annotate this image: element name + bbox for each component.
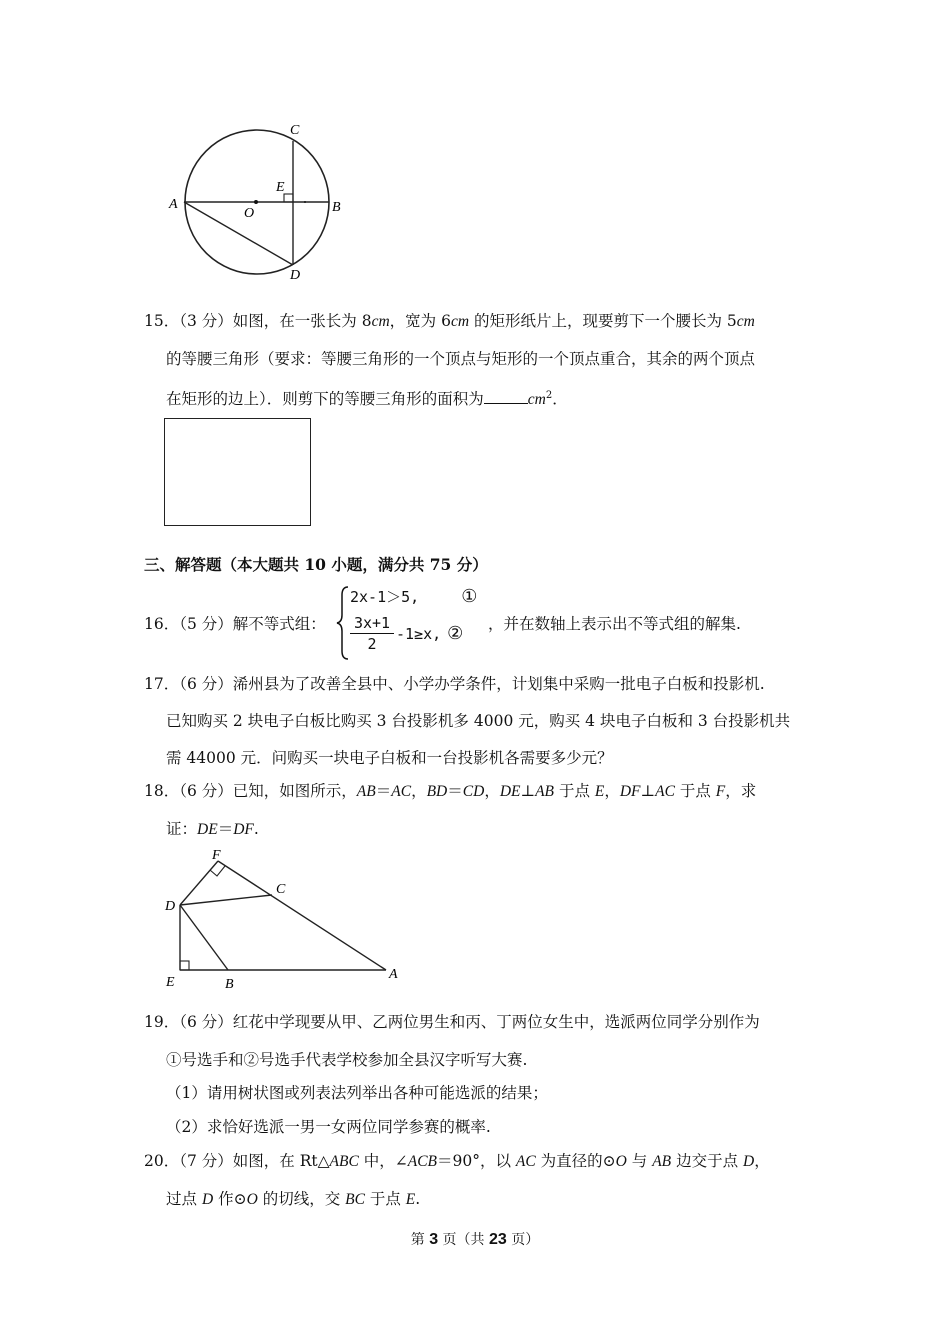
q15-line3: 在矩形的边上）．则剪下的等腰三角形的面积为 $cm^2$．: [166, 390, 568, 409]
label-o: O: [244, 206, 255, 221]
answer-blank[interactable]: [484, 389, 528, 404]
q16-suffix: ，并在数轴上表示出不等式组的解集.: [488, 615, 741, 633]
page-footer: 第 3 页（共 23 页）: [410, 1231, 540, 1248]
label-f: F: [212, 848, 221, 863]
denominator: 2: [367, 635, 377, 653]
label-d: D: [165, 899, 176, 914]
q18-line2: 证：DE＝DF.: [166, 820, 259, 838]
triangle-figure: [158, 845, 408, 995]
page-total: 23: [489, 1231, 507, 1248]
q19-line2: ①号选手和②号选手代表学校参加全县汉字听写大赛.: [166, 1051, 528, 1069]
q19-sub2: （2）求恰好选派一男一女两位同学参赛的概率.: [166, 1118, 491, 1136]
q15-line2: 的等腰三角形（要求：等腰三角形的一个顶点与矩形的一个顶点重合，其余的两个顶点: [166, 350, 756, 368]
page-number: 3: [429, 1231, 439, 1248]
fraction: [350, 613, 394, 654]
chord-ad: [184, 202, 293, 265]
q17-line2: 已知购买 2 块电子白板比购买 3 台投影机多 4000 元，购买 4 块电子白板和 3 台投影机共: [166, 712, 791, 730]
label-c: C: [290, 123, 300, 138]
label-e: E: [276, 180, 285, 195]
center-dot: [254, 200, 258, 204]
right-angle-e: [180, 961, 189, 970]
label-a: A: [389, 967, 398, 982]
label-b: B: [332, 200, 341, 215]
system-brace: [336, 585, 350, 661]
label-b: B: [225, 977, 234, 992]
inequality-2: -1≥x, ②: [396, 623, 464, 644]
q17-line1: 17．（6 分）浠州县为了改善全县中、小学办学条件，计划集中采购一批电子白板和投影机.: [144, 675, 765, 693]
right-angle-marker: [284, 194, 293, 202]
q20-line2: 过点 D 作⊙O 的切线，交 BC 于点 E.: [166, 1190, 421, 1208]
q19-sub1: （1）请用树状图或列表法列举出各种可能选派的结果；: [166, 1084, 548, 1102]
segment-fa: [218, 861, 386, 970]
label-e: E: [166, 975, 175, 990]
q17-line3: 需 44000 元．问购买一块电子白板和一台投影机各需要多少元？: [166, 749, 613, 767]
rectangle-figure: [164, 418, 311, 526]
label-c: C: [276, 882, 286, 897]
label-a: A: [169, 197, 178, 212]
segment-db: [180, 905, 228, 970]
numerator: 3x+1: [350, 613, 394, 634]
segment-dc: [180, 895, 272, 905]
q20-line1: 20．（7 分）如图，在 Rt△ABC 中，∠ACB＝90°，以 AC 为直径的⊙O 与 AB 边交于点 D，: [144, 1152, 770, 1170]
q15-line1: 15．（3 分）如图，在一张长为 8cm，宽为 6cm 的矩形纸片上，现要剪下一个腰长为 5cm: [144, 312, 755, 330]
q16-line: 16．（5 分）解不等式组：: [144, 615, 326, 633]
inequality-1: 2x-1＞5, ①: [350, 586, 478, 607]
section-title: 三、解答题（本大题共 10 小题，满分共 75 分）: [144, 555, 488, 574]
label-d: D: [290, 268, 301, 283]
tick-dot: [304, 201, 306, 203]
q19-line1: 19．（6 分）红花中学现要从甲、乙两位男生和丙、丁两位女生中，选派两位同学分别作为: [144, 1013, 760, 1031]
circle-figure: [160, 115, 360, 285]
q18-line1: 18．（6 分）已知，如图所示，AB＝AC，BD＝CD，DE⊥AB 于点 E，DF⊥AC 于点 F，求: [144, 782, 757, 800]
segment-df: [180, 861, 218, 905]
